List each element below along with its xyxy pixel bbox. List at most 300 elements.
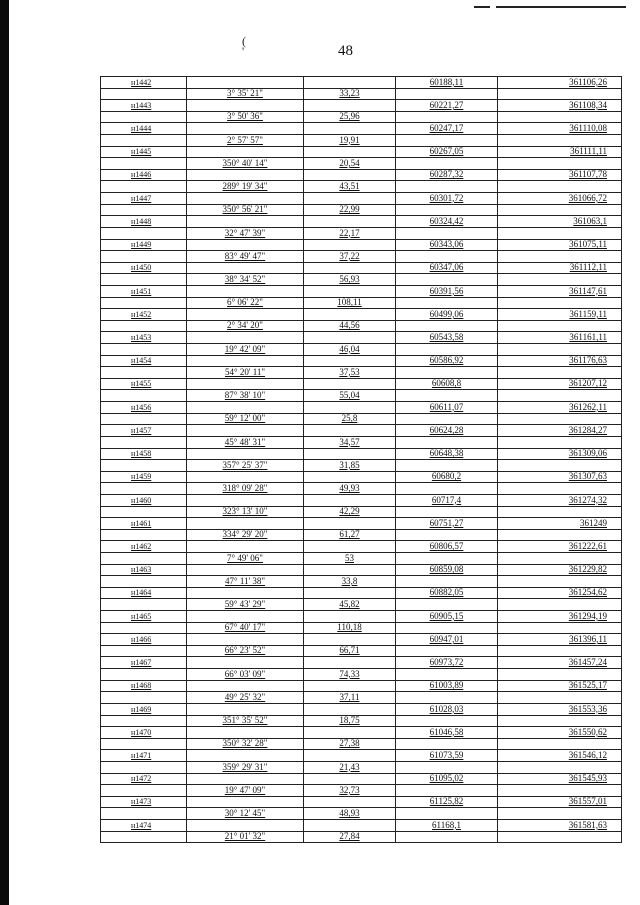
distance-cell bbox=[304, 599, 396, 610]
y-coordinate-cell bbox=[498, 681, 621, 692]
y-coordinate-cell bbox=[498, 367, 621, 378]
x-coordinate-text: 60221,27 bbox=[429, 100, 464, 110]
y-coordinate-cell bbox=[498, 112, 621, 123]
direction-angle-cell bbox=[187, 193, 304, 204]
table-row-point bbox=[101, 263, 621, 275]
table-row-segment bbox=[101, 716, 621, 728]
y-coordinate-cell bbox=[498, 89, 621, 100]
point-name-cell bbox=[101, 588, 187, 599]
direction-angle-cell bbox=[187, 181, 304, 192]
table-row-segment bbox=[101, 228, 621, 240]
point-name-cell bbox=[101, 344, 187, 355]
x-coordinate-text: 61003,89 bbox=[429, 680, 464, 691]
direction-angle-cell bbox=[187, 739, 304, 750]
direction-angle-text: 334° 29' 20" bbox=[222, 529, 268, 540]
y-coordinate-text: 361254,62 bbox=[568, 587, 607, 598]
point-name-text: н1468 bbox=[131, 681, 152, 691]
distance-text: 19,91 bbox=[339, 135, 360, 145]
direction-angle-cell bbox=[187, 553, 304, 564]
point-name-cell bbox=[101, 472, 187, 483]
direction-angle-cell bbox=[187, 89, 304, 100]
point-name-text: н1473 bbox=[131, 797, 152, 807]
x-coordinate-cell bbox=[396, 274, 498, 285]
point-name-cell bbox=[101, 402, 187, 413]
y-coordinate-cell bbox=[498, 750, 621, 761]
y-coordinate-cell bbox=[498, 425, 621, 436]
distance-cell bbox=[304, 379, 396, 390]
point-name-text: н1469 bbox=[131, 704, 152, 714]
x-coordinate-cell bbox=[396, 390, 498, 401]
direction-angle-text: 66° 03' 09" bbox=[224, 669, 266, 679]
distance-text: 37,11 bbox=[339, 692, 360, 702]
top-rule-long bbox=[496, 6, 626, 8]
x-coordinate-text: 60905,15 bbox=[429, 611, 464, 621]
distance-text: 31,85 bbox=[339, 460, 360, 470]
table-row-segment bbox=[101, 460, 621, 472]
direction-angle-text: 45° 48' 31" bbox=[224, 436, 266, 447]
y-coordinate-text: 361066,72 bbox=[568, 193, 607, 203]
table-row-point bbox=[101, 657, 621, 669]
x-coordinate-cell bbox=[396, 298, 498, 309]
direction-angle-cell bbox=[187, 657, 304, 668]
y-coordinate-text: 361063,1 bbox=[573, 216, 607, 226]
x-coordinate-cell bbox=[396, 367, 498, 378]
point-name-text: н1446 bbox=[131, 170, 152, 180]
point-name-cell bbox=[101, 576, 187, 587]
distance-cell bbox=[304, 495, 396, 506]
direction-angle-text: 19° 42' 09" bbox=[224, 344, 266, 354]
distance-text: 34,57 bbox=[339, 436, 360, 447]
distance-cell bbox=[304, 216, 396, 227]
table-row-point bbox=[101, 332, 621, 344]
direction-angle-cell bbox=[187, 112, 304, 123]
y-coordinate-cell bbox=[498, 263, 621, 274]
distance-cell bbox=[304, 286, 396, 297]
point-name-cell bbox=[101, 100, 187, 111]
direction-angle-cell bbox=[187, 750, 304, 761]
y-coordinate-cell bbox=[498, 147, 621, 158]
direction-angle-cell bbox=[187, 379, 304, 390]
y-coordinate-cell bbox=[498, 402, 621, 413]
y-coordinate-cell bbox=[498, 588, 621, 599]
direction-angle-cell bbox=[187, 541, 304, 552]
direction-angle-cell bbox=[187, 832, 304, 843]
distance-text: 55,04 bbox=[339, 390, 360, 401]
direction-angle-cell bbox=[187, 611, 304, 622]
y-coordinate-cell bbox=[498, 437, 621, 448]
y-coordinate-cell bbox=[498, 797, 621, 808]
x-coordinate-cell bbox=[396, 414, 498, 425]
distance-cell bbox=[304, 321, 396, 332]
point-name-cell bbox=[101, 414, 187, 425]
x-coordinate-text: 61028,03 bbox=[429, 703, 464, 714]
y-coordinate-text: 361147,61 bbox=[569, 285, 607, 296]
point-name-text: н1458 bbox=[131, 449, 152, 459]
x-coordinate-cell bbox=[396, 344, 498, 355]
distance-text: 25,8 bbox=[341, 413, 358, 424]
distance-cell bbox=[304, 332, 396, 343]
y-coordinate-text: 361581,63 bbox=[568, 820, 607, 830]
direction-angle-cell bbox=[187, 774, 304, 785]
direction-angle-cell bbox=[187, 367, 304, 378]
y-coordinate-cell bbox=[498, 599, 621, 610]
y-coordinate-text: 361207,12 bbox=[568, 378, 607, 389]
table-row-segment bbox=[101, 576, 621, 588]
direction-angle-cell bbox=[187, 158, 304, 169]
distance-cell bbox=[304, 657, 396, 668]
x-coordinate-cell bbox=[396, 181, 498, 192]
direction-angle-text: 66° 23' 52" bbox=[224, 645, 266, 656]
direction-angle-text: 357° 25' 37" bbox=[222, 460, 268, 470]
x-coordinate-cell bbox=[396, 495, 498, 506]
point-name-cell bbox=[101, 309, 187, 320]
y-coordinate-text: 361107,78 bbox=[569, 169, 607, 180]
point-name-cell bbox=[101, 216, 187, 227]
table-row-segment bbox=[101, 158, 621, 170]
x-coordinate-text: 61168,1 bbox=[432, 820, 461, 830]
distance-text: 61,27 bbox=[339, 529, 360, 540]
point-name-cell bbox=[101, 704, 187, 715]
x-coordinate-text: 60751,27 bbox=[429, 518, 464, 528]
distance-cell bbox=[304, 692, 396, 703]
y-coordinate-text: 361284,27 bbox=[568, 425, 607, 435]
point-name-cell bbox=[101, 379, 187, 390]
x-coordinate-cell bbox=[396, 147, 498, 158]
point-name-cell bbox=[101, 832, 187, 843]
x-coordinate-cell bbox=[396, 553, 498, 564]
y-coordinate-cell bbox=[498, 495, 621, 506]
y-coordinate-text: 361546,12 bbox=[568, 750, 607, 760]
distance-cell bbox=[304, 100, 396, 111]
table-row-segment bbox=[101, 390, 621, 402]
y-coordinate-cell bbox=[498, 808, 621, 819]
table-row-segment bbox=[101, 646, 621, 658]
x-coordinate-cell bbox=[396, 657, 498, 668]
x-coordinate-text: 61095,02 bbox=[429, 773, 464, 784]
y-coordinate-cell bbox=[498, 379, 621, 390]
direction-angle-cell bbox=[187, 402, 304, 413]
x-coordinate-text: 61125,82 bbox=[429, 796, 464, 807]
direction-angle-cell bbox=[187, 762, 304, 773]
point-name-cell bbox=[101, 785, 187, 796]
direction-angle-cell bbox=[187, 646, 304, 657]
direction-angle-cell bbox=[187, 332, 304, 343]
distance-cell bbox=[304, 797, 396, 808]
y-coordinate-cell bbox=[498, 123, 621, 134]
y-coordinate-text: 361249 bbox=[580, 518, 607, 528]
direction-angle-cell bbox=[187, 565, 304, 576]
x-coordinate-text: 60499,06 bbox=[429, 309, 464, 319]
distance-cell bbox=[304, 669, 396, 680]
point-name-cell bbox=[101, 123, 187, 134]
table-row-segment bbox=[101, 483, 621, 495]
table-row-point bbox=[101, 356, 621, 368]
distance-text: 42,29 bbox=[339, 506, 360, 517]
table-row-segment bbox=[101, 739, 621, 751]
y-coordinate-text: 361112,11 bbox=[569, 262, 607, 273]
x-coordinate-text: 60391,56 bbox=[429, 285, 464, 296]
direction-angle-text: 323° 13' 10" bbox=[222, 506, 268, 517]
y-coordinate-cell bbox=[498, 727, 621, 738]
point-name-cell bbox=[101, 623, 187, 634]
y-coordinate-text: 361110,08 bbox=[569, 123, 607, 134]
point-name-text: н1461 bbox=[131, 518, 152, 528]
point-name-text: н1474 bbox=[131, 820, 152, 830]
distance-cell bbox=[304, 832, 396, 843]
point-name-cell bbox=[101, 332, 187, 343]
point-name-cell bbox=[101, 425, 187, 436]
distance-cell bbox=[304, 367, 396, 378]
x-coordinate-cell bbox=[396, 634, 498, 645]
direction-angle-text: 350° 56' 21" bbox=[222, 204, 268, 215]
direction-angle-text: 350° 32' 28" bbox=[222, 738, 268, 749]
table-row-segment bbox=[101, 762, 621, 774]
distance-cell bbox=[304, 112, 396, 123]
distance-cell bbox=[304, 483, 396, 494]
distance-cell bbox=[304, 541, 396, 552]
y-coordinate-cell bbox=[498, 623, 621, 634]
point-name-cell bbox=[101, 321, 187, 332]
direction-angle-cell bbox=[187, 692, 304, 703]
direction-angle-cell bbox=[187, 309, 304, 320]
distance-cell bbox=[304, 356, 396, 367]
point-name-text: н1466 bbox=[131, 634, 152, 644]
x-coordinate-text: 60543,58 bbox=[429, 332, 464, 343]
direction-angle-cell bbox=[187, 205, 304, 216]
distance-text: 48,93 bbox=[339, 808, 360, 818]
direction-angle-text: 87° 38' 10" bbox=[224, 390, 266, 401]
x-coordinate-cell bbox=[396, 832, 498, 843]
direction-angle-cell bbox=[187, 588, 304, 599]
direction-angle-text: 19° 47' 09" bbox=[224, 785, 266, 795]
direction-angle-text: 3° 50' 36" bbox=[227, 111, 263, 122]
table-row-point bbox=[101, 774, 621, 786]
x-coordinate-cell bbox=[396, 739, 498, 750]
distance-cell bbox=[304, 181, 396, 192]
x-coordinate-cell bbox=[396, 251, 498, 262]
distance-cell bbox=[304, 576, 396, 587]
y-coordinate-cell bbox=[498, 205, 621, 216]
point-name-cell bbox=[101, 298, 187, 309]
x-coordinate-cell bbox=[396, 530, 498, 541]
point-name-text: н1447 bbox=[131, 193, 152, 203]
x-coordinate-cell bbox=[396, 332, 498, 343]
distance-text: 37,53 bbox=[339, 367, 360, 377]
distance-text: 108,11 bbox=[337, 297, 362, 308]
y-coordinate-cell bbox=[498, 507, 621, 518]
direction-angle-cell bbox=[187, 472, 304, 483]
y-coordinate-cell bbox=[498, 193, 621, 204]
point-name-text: н1449 bbox=[131, 240, 152, 250]
point-name-text: н1454 bbox=[131, 356, 152, 366]
y-coordinate-cell bbox=[498, 657, 621, 668]
distance-text: 74,33 bbox=[339, 669, 360, 679]
direction-angle-cell bbox=[187, 228, 304, 239]
x-coordinate-cell bbox=[396, 158, 498, 169]
x-coordinate-text: 61073,59 bbox=[429, 750, 464, 760]
point-name-cell bbox=[101, 251, 187, 262]
direction-angle-cell bbox=[187, 727, 304, 738]
direction-angle-cell bbox=[187, 274, 304, 285]
x-coordinate-cell bbox=[396, 321, 498, 332]
direction-angle-cell bbox=[187, 449, 304, 460]
distance-cell bbox=[304, 135, 396, 146]
y-coordinate-cell bbox=[498, 704, 621, 715]
point-name-text: н1470 bbox=[131, 727, 152, 737]
x-coordinate-text: 60324,42 bbox=[429, 216, 464, 226]
distance-cell bbox=[304, 240, 396, 251]
point-name-cell bbox=[101, 89, 187, 100]
x-coordinate-cell bbox=[396, 785, 498, 796]
point-name-cell bbox=[101, 808, 187, 819]
x-coordinate-text: 60347,06 bbox=[429, 262, 464, 273]
table-row-segment bbox=[101, 181, 621, 193]
x-coordinate-cell bbox=[396, 565, 498, 576]
distance-cell bbox=[304, 507, 396, 518]
point-name-cell bbox=[101, 681, 187, 692]
x-coordinate-cell bbox=[396, 588, 498, 599]
x-coordinate-text: 60648,38 bbox=[429, 448, 464, 459]
y-coordinate-cell bbox=[498, 216, 621, 227]
direction-angle-cell bbox=[187, 437, 304, 448]
table-row-point bbox=[101, 681, 621, 693]
table-row-point bbox=[101, 193, 621, 205]
point-name-cell bbox=[101, 507, 187, 518]
table-row-point bbox=[101, 425, 621, 437]
table-row-segment bbox=[101, 832, 621, 843]
y-coordinate-text: 361545,93 bbox=[568, 773, 607, 784]
table-row-segment bbox=[101, 808, 621, 820]
direction-angle-cell bbox=[187, 100, 304, 111]
distance-cell bbox=[304, 588, 396, 599]
direction-angle-cell bbox=[187, 495, 304, 506]
x-coordinate-text: 61046,58 bbox=[429, 727, 464, 737]
y-coordinate-text: 361229,82 bbox=[568, 564, 607, 575]
y-coordinate-cell bbox=[498, 762, 621, 773]
x-coordinate-cell bbox=[396, 750, 498, 761]
point-name-cell bbox=[101, 135, 187, 146]
y-coordinate-text: 361274,32 bbox=[568, 494, 607, 505]
point-name-cell bbox=[101, 205, 187, 216]
distance-cell bbox=[304, 251, 396, 262]
y-coordinate-cell bbox=[498, 785, 621, 796]
y-coordinate-text: 361111,11 bbox=[570, 146, 607, 157]
direction-angle-cell bbox=[187, 623, 304, 634]
y-coordinate-cell bbox=[498, 530, 621, 541]
x-coordinate-cell bbox=[396, 402, 498, 413]
point-name-cell bbox=[101, 181, 187, 192]
distance-cell bbox=[304, 808, 396, 819]
point-name-cell bbox=[101, 274, 187, 285]
x-coordinate-cell bbox=[396, 518, 498, 529]
direction-angle-text: 59° 43' 29" bbox=[224, 599, 266, 610]
direction-angle-text: 59° 12' 00" bbox=[224, 413, 266, 424]
direction-angle-cell bbox=[187, 344, 304, 355]
table-row-segment bbox=[101, 437, 621, 449]
x-coordinate-cell bbox=[396, 507, 498, 518]
x-coordinate-cell bbox=[396, 483, 498, 494]
x-coordinate-cell bbox=[396, 437, 498, 448]
distance-cell bbox=[304, 193, 396, 204]
point-name-cell bbox=[101, 449, 187, 460]
direction-angle-cell bbox=[187, 460, 304, 471]
direction-angle-text: 7° 49' 06" bbox=[227, 552, 263, 563]
table-row-segment bbox=[101, 89, 621, 101]
point-name-text: н1472 bbox=[131, 774, 152, 784]
point-name-cell bbox=[101, 750, 187, 761]
distance-text: 33,23 bbox=[339, 88, 360, 99]
point-name-cell bbox=[101, 739, 187, 750]
margin-mark: ( ' bbox=[242, 34, 246, 58]
y-coordinate-text: 361550,62 bbox=[568, 727, 607, 737]
distance-cell bbox=[304, 739, 396, 750]
distance-text: 43,51 bbox=[339, 181, 360, 192]
direction-angle-text: 6° 06' 22" bbox=[227, 297, 263, 308]
coordinates-table bbox=[100, 76, 622, 843]
table-row-point bbox=[101, 170, 621, 182]
distance-cell bbox=[304, 158, 396, 169]
x-coordinate-cell bbox=[396, 77, 498, 88]
direction-angle-cell bbox=[187, 530, 304, 541]
table-row-point bbox=[101, 472, 621, 484]
direction-angle-cell bbox=[187, 216, 304, 227]
point-name-cell bbox=[101, 437, 187, 448]
point-name-cell bbox=[101, 77, 187, 88]
y-coordinate-cell bbox=[498, 228, 621, 239]
y-coordinate-text: 361075,11 bbox=[569, 239, 607, 250]
point-name-cell bbox=[101, 495, 187, 506]
distance-text: 46,04 bbox=[339, 344, 360, 354]
y-coordinate-cell bbox=[498, 576, 621, 587]
table-row-point bbox=[101, 820, 621, 832]
y-coordinate-cell bbox=[498, 158, 621, 169]
y-coordinate-cell bbox=[498, 77, 621, 88]
point-name-text: н1462 bbox=[131, 541, 152, 551]
table-row-segment bbox=[101, 553, 621, 565]
table-row-segment bbox=[101, 623, 621, 635]
table-row-point bbox=[101, 634, 621, 646]
y-coordinate-text: 361161,11 bbox=[569, 332, 607, 343]
x-coordinate-cell bbox=[396, 112, 498, 123]
point-name-text: н1465 bbox=[131, 611, 152, 621]
y-coordinate-cell bbox=[498, 774, 621, 785]
table-row-segment bbox=[101, 599, 621, 611]
x-coordinate-cell bbox=[396, 762, 498, 773]
point-name-text: н1451 bbox=[131, 286, 152, 296]
table-row-point bbox=[101, 611, 621, 623]
y-coordinate-cell bbox=[498, 472, 621, 483]
top-rule-short bbox=[474, 6, 490, 8]
direction-angle-cell bbox=[187, 518, 304, 529]
table-row-segment bbox=[101, 135, 621, 147]
x-coordinate-cell bbox=[396, 228, 498, 239]
distance-text: 32,73 bbox=[339, 785, 360, 795]
x-coordinate-text: 60586,92 bbox=[429, 355, 464, 366]
table-row-segment bbox=[101, 298, 621, 310]
x-coordinate-text: 60882,05 bbox=[429, 587, 464, 598]
y-coordinate-text: 361396,11 bbox=[569, 634, 607, 644]
point-name-cell bbox=[101, 286, 187, 297]
table-row-point bbox=[101, 797, 621, 809]
y-coordinate-cell bbox=[498, 135, 621, 146]
y-coordinate-text: 361159,11 bbox=[569, 309, 607, 319]
point-name-cell bbox=[101, 356, 187, 367]
y-coordinate-cell bbox=[498, 669, 621, 680]
table-rows bbox=[101, 77, 621, 842]
y-coordinate-cell bbox=[498, 541, 621, 552]
x-coordinate-cell bbox=[396, 727, 498, 738]
x-coordinate-cell bbox=[396, 170, 498, 181]
